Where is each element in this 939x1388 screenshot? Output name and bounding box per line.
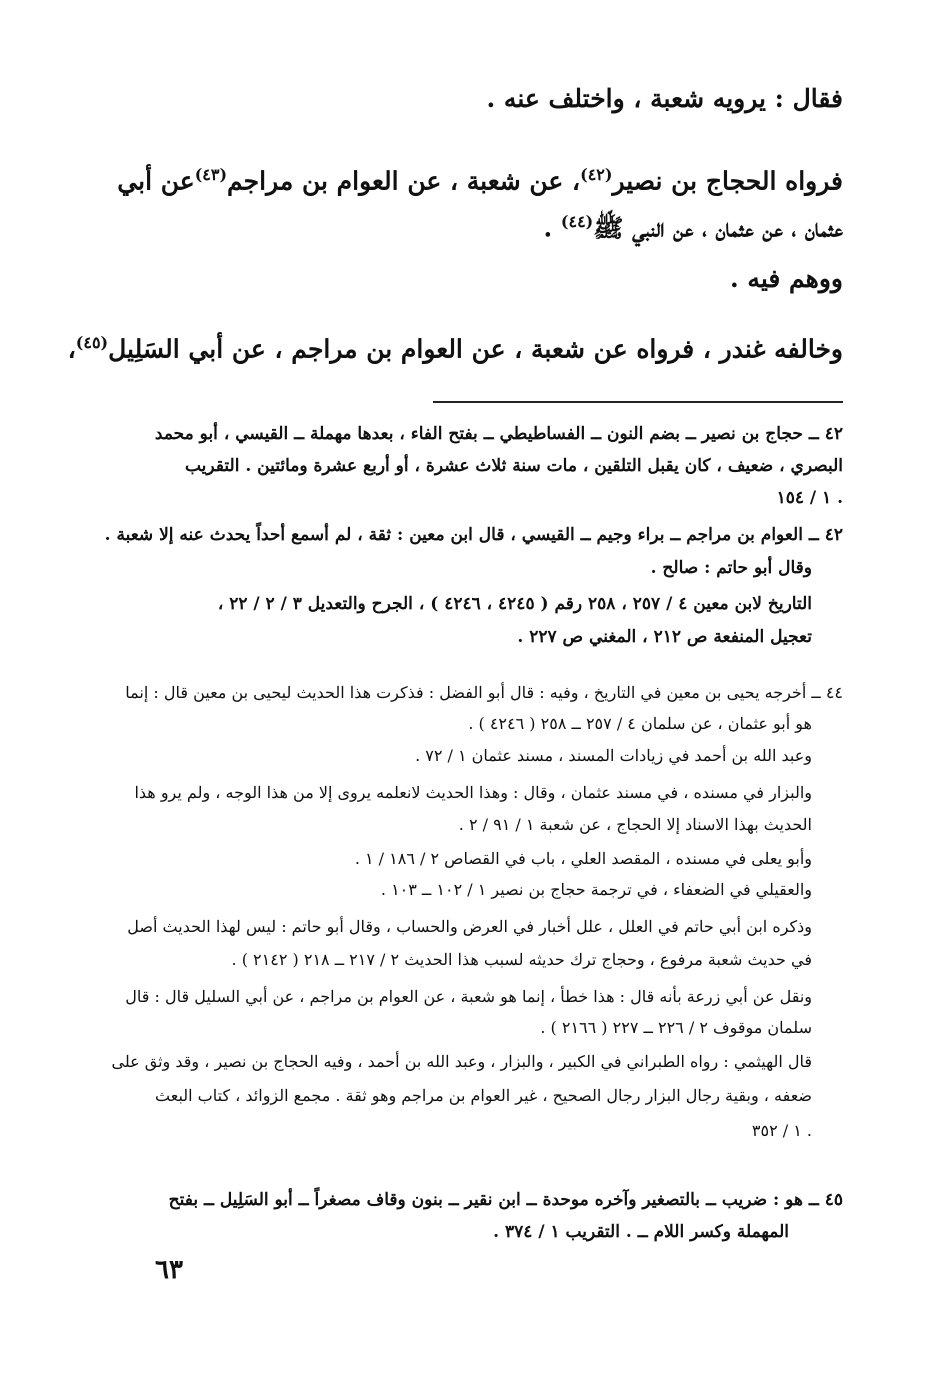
main-line-4 (730, 264, 843, 293)
footnote-42b-line-1: ٤٢ ــ العوام بن مراجم ــ براء وجيم ــ القيسي ، قال ابن معين : ثقة ، لم أسمع أحداً يحدث عنه إلا شعبة . (104, 525, 843, 545)
footnote-42a-line-3: ١ / ١٥٤ . (776, 488, 843, 508)
footnote-44-line-10: ونقل عن أبي زرعة بأنه قال : هذا خطأ ، إنما هو شعبة ، عن العوام بن مراجم ، عن أبي السليل قال : قال (125, 987, 812, 1006)
page-number: ٦٣ (155, 1255, 183, 1285)
footnote-42a-line-1: ٤٢ ــ حجاج بن نصير ــ بضم النون ــ الفساطيطي ــ بفتح الفاء ، بعدها مهملة ــ القيسي ، أبو محمد (154, 424, 843, 444)
footnote-42b-line-3: التاريخ لابن معين ٤ / ٢٥٧ ، ٢٥٨ رقم ( ٤٢٤٥ ، ٤٢٤٦ ) ، الجرح والتعديل ٣ / ٢ / ٢٢ ، (217, 594, 812, 614)
footnote-44-line-8: وذكره ابن أبي حاتم في العلل ، علل أخبار في العرض والحساب ، وقال أبو حاتم : ليس لهذا الحديث أصل (127, 917, 812, 936)
footnote-45-line-1: ٤٥ ــ هو : ضريب ــ بالتصغير وآخره موحدة ــ ابن نقير ــ بنون وقاف مصغراً ــ أبو السَلِيل ــ بفتح (168, 1190, 843, 1210)
main-line-2b: ، عن شعبة ، عن العوام بن مراجم (227, 166, 581, 196)
footnote-44-line-5: الحديث بهذا الاسناد إلا الحجاج ، عن شعبة ١ / ٩١ / ٢ . (458, 815, 812, 834)
footnote-ref-42[interactable]: (٤٢) (580, 165, 613, 184)
footnote-44-line-12: قال الهيثمي : رواه الطبراني في الكبير ، والبزار ، وعبد الله بن أحمد ، وفيه الحجاج بن نصير ، وقد وثق على (111, 1052, 812, 1071)
main-line-5 (68, 333, 843, 363)
main-line-2c: عن أبي (117, 166, 195, 196)
footnote-44-line-1: ٤٤ ــ أخرجه يحيى بن معين في التاريخ ، وفيه : قال أبو الفضل : فذكرت هذا الحديث ليحيى بن معين قال : إنما (125, 683, 843, 702)
main-line-4-text: ووهم فيه . (730, 264, 843, 293)
footnote-44-line-13: ضعفه ، وبقية رجال البزار رجال الصحيح ، غير العوام بن مراجم وهو ثقة . مجمع الزوائد ، كتاب البعث (155, 1086, 812, 1105)
footnote-44-line-7: والعقيلي في الضعفاء ، في ترجمة حجاج بن نصير ١ / ١٠٢ ــ ١٠٣ . (380, 880, 812, 899)
footnote-45-line-2: المهملة وكسر اللام ــ . التقريب ١ / ٣٧٤ . (493, 1222, 789, 1242)
footnote-44-line-14: ١ / ٣٥٢ . (751, 1121, 812, 1140)
footnote-42a-line-2: البصري ، ضعيف ، كان يقبل التلقين ، مات سنة ثلاث عشرة ، أو أربع عشرة ومائتين . التقريب (184, 456, 843, 476)
footnote-44-line-9: في حديث شعبة مرفوع ، وحجاج ترك حديثه لسبب هذا الحديث ٢ / ٢١٧ ــ ٢١٨ ( ٢١٤٢ ) . (231, 950, 812, 969)
footnote-44-line-11: سلمان موقوف ٢ / ٢٢٦ ــ ٢٢٧ ( ٢١٦٦ ) . (540, 1018, 812, 1037)
footnote-ref-44[interactable]: (٤٤) (560, 212, 594, 231)
main-line-2 (117, 165, 843, 195)
footnote-44-line-6: وأبو يعلى في مسنده ، المقصد العلي ، باب في القصاص ٢ / ١٨٦ / ١ . (354, 849, 812, 868)
footnote-ref-43[interactable]: (٤٣) (194, 165, 228, 184)
footnote-separator (433, 401, 843, 403)
footnote-ref-45[interactable]: (٤٥) (75, 333, 109, 352)
footnote-42b-line-2: وقال أبو حاتم : صالح . (650, 558, 812, 578)
main-line-5a: وخالفه غندر ، فرواه عن شعبة ، عن العوام بن مراجم ، عن أبي السَلِيل (108, 334, 843, 364)
footnote-44-line-3: وعبد الله بن أحمد في زيادات المسند ، مسند عثمان ١ / ٧٢ . (415, 746, 812, 765)
main-line-3 (543, 212, 843, 249)
main-line-1 (487, 84, 843, 113)
main-line-3b: . (543, 213, 561, 243)
footnote-44-line-2: هو أبو عثمان ، عن سلمان ٤ / ٢٥٧ ــ ٢٥٨ ( ٤٢٤٦ ) . (468, 714, 812, 733)
main-line-1-text: فقال : يرويه شعبة ، واختلف عنه . (486, 84, 843, 113)
footnote-42b-line-4: تعجيل المنفعة ص ٢١٢ ، المغني ص ٢٢٧ . (517, 627, 812, 647)
footnote-44-line-4: والبزار في مسنده ، في مسند عثمان ، وقال : وهذا الحديث لانعلمه يروى إلا من هذا الوجه ، ولم يرو هذا (134, 783, 812, 802)
main-line-5b: ، (67, 334, 76, 364)
main-line-3a: عثمان ، عن عثمان ، عن النبي ﷺ (593, 213, 843, 243)
main-line-2a: فرواه الحجاج بن نصير (612, 166, 843, 196)
